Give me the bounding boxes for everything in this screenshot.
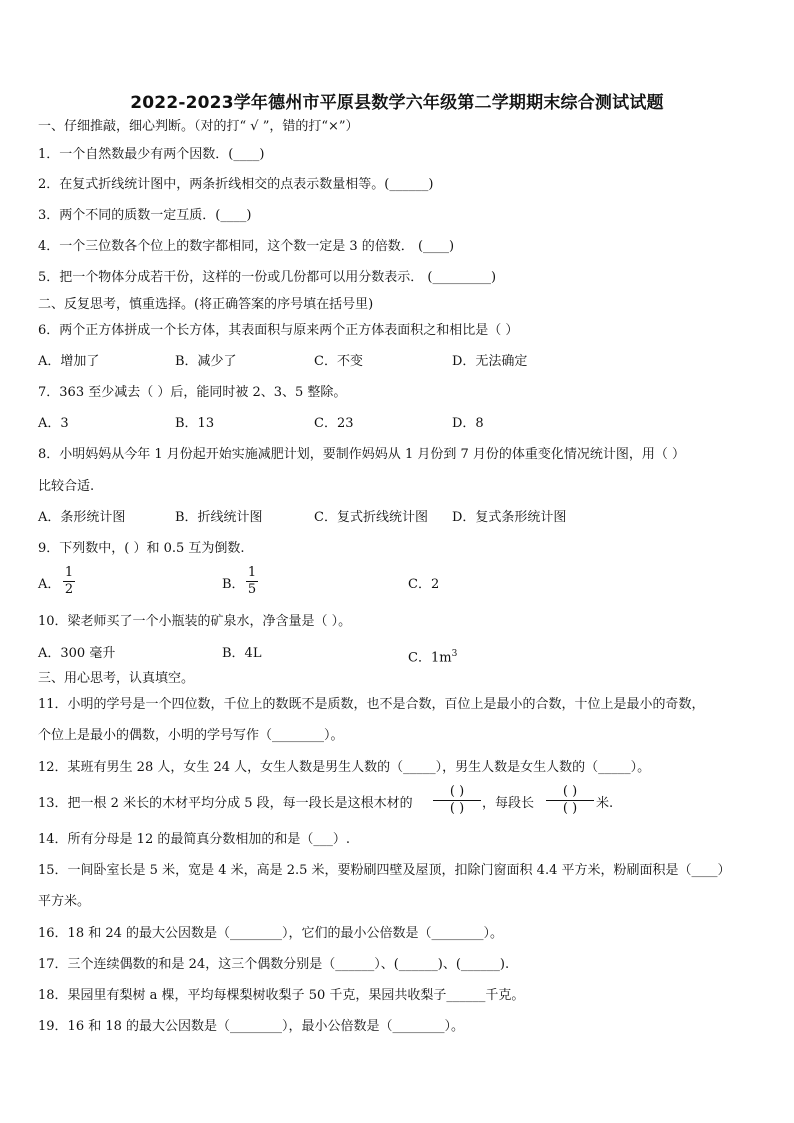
q9-option-a-fraction: [63, 566, 75, 597]
question-11-line2: 个位上是最小的偶数，小明的学号写作（________）。: [38, 728, 344, 743]
question-13-text: 13．把一根 2 米长的木材平均分成 5 段，每一段长是这根木材的: [38, 796, 413, 811]
q9-b-denominator: 5: [247, 582, 257, 597]
question-1: 1．一个自然数最少有两个因数．(____): [38, 147, 265, 162]
q8-option-c: C．复式折线统计图: [314, 510, 428, 525]
q13-blank-fraction-2: [546, 785, 594, 816]
q7-option-d: D．8: [452, 416, 484, 431]
blank-numerator: ( ): [449, 784, 465, 799]
question-17: 17．三个连续偶数的和是 24，这三个偶数分别是（______）、(______)、(______).: [38, 957, 510, 972]
q10-option-a: A．300 毫升: [38, 646, 116, 661]
q6-option-c: C．不变: [314, 354, 363, 369]
q7-option-a: A．3: [38, 416, 69, 431]
question-7: 7．363 至少减去（ ）后，能同时被 2、3、5 整除。: [38, 385, 347, 400]
q9-b-numerator: 1: [247, 565, 257, 580]
section2-heading: 二、反复思考，慎重选择。(将正确答案的序号填在括号里): [38, 297, 374, 312]
q9-option-b-fraction: [246, 566, 258, 597]
question-19: 19．16 和 18 的最大公因数是（________），最小公倍数是（________）。: [38, 1019, 465, 1034]
q6-option-a: A．增加了: [38, 354, 100, 369]
q10-option-c: [408, 645, 457, 667]
section1-heading: 一、仔细推敲，细心判断。（对的打“ √ ”，错的打“×”）: [38, 119, 359, 134]
question-18: 18．果园里有梨树 a 棵，平均每棵梨树收梨子 50 千克，果园共收梨子______千克。: [38, 988, 525, 1003]
question-6: 6．两个正方体拼成一个长方体，其表面积与原来两个正方体表面积之和相比是（ ）: [38, 323, 519, 338]
question-8-line2: 比较合适.: [38, 479, 95, 494]
q9-a-denominator: 2: [64, 582, 74, 597]
question-8-line1: 8．小明妈妈从今年 1 月份起开始实施减肥计划，要制作妈妈从 1 月份到 7 月份的体重变化情况统计图，用（ ）: [38, 447, 686, 462]
q9-a-numerator: 1: [64, 565, 74, 580]
question-15-line2: 平方米。: [38, 894, 91, 909]
q8-option-d: D．复式条形统计图: [452, 510, 567, 525]
q10-option-c-label: C．: [408, 650, 431, 666]
question-13-middle: ，每段长: [482, 796, 535, 811]
q9-option-b-label: B．: [222, 577, 245, 592]
q13-blank-fraction-1: [433, 785, 481, 816]
question-10: 10．梁老师买了一个小瓶装的矿泉水，净含量是（ ）。: [38, 614, 352, 629]
question-11-line1: 11．小明的学号是一个四位数，千位上的数既不是质数，也不是合数，百位上是最小的合数，十位上是最小的奇数，: [38, 697, 705, 712]
question-4: 4．一个三位数各个位上的数字都相同，这个数一定是 3 的倍数． (____): [38, 239, 455, 254]
q7-option-c: C．23: [314, 416, 354, 431]
q10-option-c-value: 1m: [430, 650, 452, 666]
section3-heading: 三、用心思考，认真填空。: [38, 671, 195, 686]
q8-option-b: B．折线统计图: [175, 510, 263, 525]
q10-option-b: B．4L: [222, 646, 262, 661]
q6-option-b: B．减少了: [175, 354, 237, 369]
question-12: 12．某班有男生 28 人，女生 24 人，女生人数是男生人数的（_____），男生人数是女生人数的（_____）。: [38, 760, 651, 775]
q9-option-a-label: A．: [38, 577, 61, 592]
blank-denominator: ( ): [449, 801, 465, 816]
q9-option-c: C．2: [408, 577, 440, 592]
q7-option-b: B．13: [175, 416, 215, 431]
blank-numerator: ( ): [562, 784, 578, 799]
q6-option-d: D．无法确定: [452, 354, 528, 369]
question-3: 3．两个不同的质数一定互质．(____): [38, 208, 252, 223]
q10-option-c-exponent: 3: [451, 649, 458, 659]
page-title: 2022-2023学年德州市平原县数学六年级第二学期期末综合测试试题: [130, 93, 664, 113]
question-13-end: 米.: [596, 796, 614, 811]
question-14: 14．所有分母是 12 的最简真分数相加的和是（___）.: [38, 832, 350, 847]
question-16: 16．18 和 24 的最大公因数是（________），它们的最小公倍数是（________）。: [38, 926, 504, 941]
question-9: 9．下列数中，( ）和 0.5 互为倒数.: [38, 541, 245, 556]
question-5: 5．把一个物体分成若干份，这样的一份或几份都可以用分数表示． (_________): [38, 270, 497, 285]
q8-option-a: A．条形统计图: [38, 510, 126, 525]
blank-denominator: ( ): [562, 801, 578, 816]
question-15-line1: 15．一间卧室长是 5 米，宽是 4 米，高是 2.5 米，要粉刷四壁及屋顶，扣除门窗面积 4.4 平方米，粉刷面积是（____）: [38, 863, 731, 878]
question-2: 2．在复式折线统计图中，两条折线相交的点表示数量相等。(______): [38, 177, 434, 192]
